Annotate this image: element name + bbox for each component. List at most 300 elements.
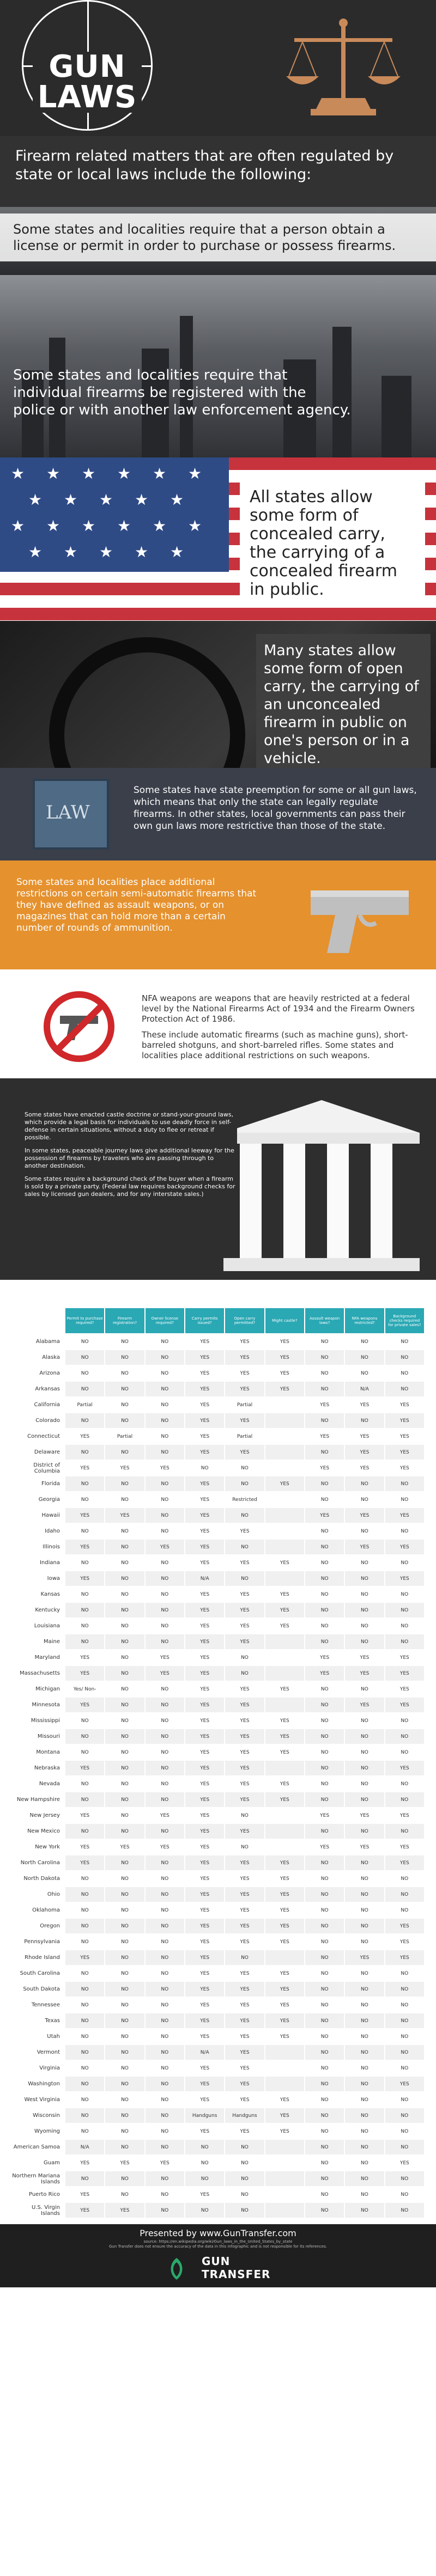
table-cell: YES: [185, 1603, 224, 1617]
state-name: Connecticut: [27, 1433, 60, 1439]
table-cell: NO: [161, 1718, 169, 1724]
table-cell: NO: [241, 1655, 249, 1661]
table-cell: YES: [185, 1919, 224, 1933]
state-name: New Mexico: [27, 1828, 60, 1834]
table-cell: YES: [200, 1560, 210, 1566]
state-name: Oklahoma: [32, 1907, 60, 1913]
open-carry-section: [0, 621, 436, 768]
table-cell: YES: [200, 1528, 210, 1534]
table-cell: NO: [105, 2171, 144, 2186]
state-name: Wyoming: [34, 2128, 60, 2134]
table-cell: NO: [385, 1634, 424, 1649]
table-row: [12, 1761, 424, 1775]
castle-paragraph: Some states have enacted castle doctrine or stand-your-ground laws, which provide a legal basis for individuals to use deadly force in self-defense in certain situations, without a duty to flee or retreat if possible.: [25, 1111, 234, 1141]
state-name: Minnesota: [32, 1702, 60, 1708]
steering-wheel: [49, 637, 245, 768]
table-cell: YES: [160, 1844, 169, 1850]
table-cell: NO: [345, 1571, 384, 1586]
table-cell: YES: [105, 2203, 144, 2218]
table-cell: NO: [105, 1603, 144, 1617]
intro-text: Firearm related matters that are often regulated by state or local laws include the following:: [0, 136, 436, 207]
table-cell: YES: [240, 1749, 250, 1755]
table-cell: YES: [225, 1603, 264, 1617]
state-laws-table-section: [0, 1280, 436, 2224]
table-cell: NO: [305, 2140, 344, 2154]
table-cell: YES: [280, 1560, 289, 1566]
table-cell: NO: [185, 2171, 224, 2186]
table-cell: NO: [121, 1339, 129, 1345]
table-cell: NO: [146, 1382, 184, 1396]
table-cell: NO: [305, 1634, 344, 1649]
law-book-label: LAW: [46, 802, 90, 823]
table-cell: NO: [105, 1919, 144, 1933]
table-cell: YES: [240, 2128, 250, 2134]
table-cell: NO: [320, 2128, 329, 2134]
header: [0, 0, 436, 136]
registration-section: [0, 275, 436, 457]
table-cell: NO: [81, 1623, 89, 1629]
state-name: Puerto Rico: [28, 2192, 60, 2197]
table-row: [12, 1887, 424, 1902]
table-cell: YES: [200, 1655, 210, 1661]
table-cell: YES: [120, 1465, 130, 1471]
table-cell: YES: [160, 1655, 169, 1661]
table-cell: NO: [121, 1939, 129, 1945]
assault-weapons-text: Some states and localities place additional restrictions on certain semi-automatic firearms that they have defined as assault weapons, or on magazines that can hold more than a certain number of rounds of ammunition.: [16, 877, 257, 933]
table-cell: YES: [345, 1666, 384, 1681]
table-cell: YES: [185, 1950, 224, 1965]
table-cell: YES: [345, 1540, 384, 1554]
table-cell: YES: [120, 2160, 130, 2166]
table-cell: NO: [305, 1761, 344, 1775]
nfa-section: [0, 969, 436, 1078]
table-cell: NO: [105, 1887, 144, 1902]
table-cell: NO: [385, 1350, 424, 1365]
table-row: [12, 1792, 424, 1807]
table-cell: YES: [185, 1476, 224, 1491]
table-cell: YES: [360, 1402, 370, 1408]
table-cell: YES: [80, 1655, 90, 1661]
table-cell: NO: [401, 1591, 409, 1597]
table-row: [12, 1429, 424, 1444]
table-cell: NO: [161, 1939, 169, 1945]
table-cell: NO: [305, 1855, 344, 1870]
table-cell: YES: [265, 1729, 304, 1744]
state-name: Alaska: [42, 1354, 60, 1360]
table-cell: NO: [320, 2160, 329, 2166]
column-header: Open carry permitted?: [225, 1308, 264, 1333]
table-row: [12, 1334, 424, 1349]
table-cell: NO: [146, 2203, 184, 2218]
table-cell: YES: [240, 1370, 250, 1376]
table-cell: NO: [361, 1749, 368, 1755]
state-name: Rhode Island: [25, 1955, 60, 1961]
table-cell: YES: [200, 2034, 210, 2040]
table-row: [12, 2203, 424, 2218]
table-cell: NO: [361, 1560, 368, 1566]
table-cell: YES: [385, 2077, 424, 2091]
table-cell: NO: [361, 1623, 368, 1629]
table-row: [12, 1998, 424, 2012]
table-cell: NO: [105, 1855, 144, 1870]
column-header: Might castle?: [265, 1308, 304, 1333]
table-cell: YES: [385, 1855, 424, 1870]
table-cell: NO: [81, 1939, 89, 1945]
table-cell: YES: [65, 1540, 104, 1554]
table-cell: NO: [65, 1729, 104, 1744]
table-cell: NO: [161, 1781, 169, 1787]
table-cell: YES: [265, 2108, 304, 2123]
state-name: North Carolina: [20, 1860, 60, 1866]
table-cell: NO: [121, 1623, 129, 1629]
table-cell: NO: [105, 1729, 144, 1744]
table-cell: NO: [345, 1350, 384, 1365]
table-cell: NO: [401, 1907, 409, 1913]
table-cell: NO: [305, 1982, 344, 1997]
table-cell: Partial: [77, 1402, 93, 1408]
table-cell: YES: [399, 2160, 409, 2166]
table-row: [12, 2029, 424, 2044]
table-cell: YES: [65, 1508, 104, 1523]
table-cell: NO: [65, 2077, 104, 2091]
table-cell: NO: [361, 2097, 368, 2103]
table-cell: YES: [65, 1698, 104, 1712]
table-cell: NO: [121, 2065, 129, 2071]
table-cell: NO: [345, 1982, 384, 1997]
table-cell: YES: [399, 1686, 409, 1692]
table-cell: NO: [305, 1792, 344, 1807]
state-name: Louisiana: [34, 1623, 60, 1629]
table-cell: NO: [305, 1382, 344, 1396]
table-cell: NO: [361, 1370, 368, 1376]
table-cell: YES: [80, 2192, 90, 2197]
table-cell: NO: [65, 2045, 104, 2060]
table-row: [12, 1950, 424, 1965]
table-cell: NO: [345, 1476, 384, 1491]
table-cell: YES: [345, 1698, 384, 1712]
table-cell: NO: [305, 2077, 344, 2091]
state-name: American Samoa: [13, 2144, 60, 2150]
table-row: [12, 1745, 424, 1760]
table-cell: NO: [401, 1623, 409, 1629]
state-name: Washington: [28, 2081, 60, 2087]
table-cell: [265, 1650, 304, 1665]
table-cell: NO: [401, 2034, 409, 2040]
table-cell: NO: [345, 2140, 384, 2154]
table-cell: NO: [146, 2171, 184, 2186]
state-name: Maine: [43, 1639, 60, 1645]
state-name: Utah: [47, 2034, 60, 2040]
state-name: New Hampshire: [16, 1797, 60, 1803]
table-cell: NO: [146, 1855, 184, 1870]
table-row: [12, 1397, 424, 1412]
state-name: Hawaii: [41, 1512, 60, 1518]
table-cell: NO: [320, 1339, 329, 1345]
table-cell: NO: [320, 2065, 329, 2071]
table-cell: NO: [65, 1445, 104, 1460]
table-cell: NO: [65, 2108, 104, 2123]
table-cell: YES: [185, 2013, 224, 2028]
table-cell: YES: [200, 2128, 210, 2134]
table-cell: YES: [280, 2002, 289, 2008]
table-cell: YES: [185, 2077, 224, 2091]
table-row: [12, 1508, 424, 1523]
disclaimer-note: Gun Transfer does not ensure the accuracy of the data in this infographic and is not responsible for its references.: [109, 2244, 327, 2249]
table-cell: YES: [240, 1970, 250, 1976]
table-cell: NO: [345, 2013, 384, 2028]
table-cell: YES: [225, 1350, 264, 1365]
state-name: Mississippi: [31, 1718, 60, 1724]
table-cell: NO: [361, 1528, 368, 1534]
table-cell: NO: [81, 1560, 89, 1566]
table-cell: NO: [65, 1792, 104, 1807]
table-cell: NO: [305, 1445, 344, 1460]
table-cell: YES: [200, 1591, 210, 1597]
table-cell: YES: [185, 1508, 224, 1523]
table-cell: NO: [105, 1540, 144, 1554]
table-cell: [265, 2171, 304, 2186]
table-cell: NO: [320, 2192, 329, 2197]
table-cell: YES: [265, 1792, 304, 1807]
table-cell: YES: [240, 1686, 250, 1692]
state-name: Arkansas: [35, 1386, 60, 1392]
table-cell: NO: [121, 2128, 129, 2134]
permit-text: Some states and localities require that a person obtain a license or permit in order to purchase or possess firearms.: [0, 213, 436, 261]
state-name: Tennessee: [31, 2002, 60, 2008]
table-cell: NO: [320, 1970, 329, 1976]
table-cell: NO: [385, 1982, 424, 1997]
table-cell: NO: [81, 2002, 89, 2008]
table-cell: NO: [105, 2140, 144, 2154]
table-cell: NO: [121, 1812, 129, 1818]
table-cell: NO: [401, 1781, 409, 1787]
table-cell: NO: [345, 1792, 384, 1807]
table-row: [12, 1666, 424, 1681]
table-cell: NO: [401, 1497, 409, 1503]
table-cell: YES: [240, 2097, 250, 2103]
table-row: [12, 1713, 424, 1728]
table-cell: [265, 1761, 304, 1775]
table-cell: NO: [401, 1718, 409, 1724]
table-cell: YES: [200, 2192, 210, 2197]
table-cell: NO: [146, 1445, 184, 1460]
table-cell: YES: [280, 1623, 289, 1629]
table-row: [12, 1840, 424, 1854]
table-cell: YES: [200, 1497, 210, 1503]
table-cell: NO: [320, 1907, 329, 1913]
state-name: Nevada: [39, 1781, 60, 1787]
table-cell: YES: [240, 1528, 250, 1534]
table-cell: YES: [399, 1939, 409, 1945]
table-cell: NO: [161, 2002, 169, 2008]
travel-paragraph: In some states, peaceable journey laws give additional leeway for the possession of firearms by travelers who are passing through to another destination.: [25, 1147, 234, 1169]
table-cell: YES: [320, 1433, 330, 1439]
table-cell: NO: [361, 1339, 368, 1345]
table-cell: YES: [200, 1370, 210, 1376]
table-cell: NO: [241, 2192, 249, 2197]
table-cell: NO: [146, 2140, 184, 2154]
table-cell: YES: [225, 1382, 264, 1396]
table-cell: YES: [225, 1445, 264, 1460]
table-cell: YES: [240, 1718, 250, 1724]
table-row: [12, 1855, 424, 1870]
table-cell: NO: [361, 2065, 368, 2071]
table-cell: YES: [280, 1718, 289, 1724]
table-cell: [265, 1492, 304, 1507]
table-cell: NO: [401, 1370, 409, 1376]
table-cell: YES: [80, 1433, 90, 1439]
table-cell: NO: [225, 2171, 264, 2186]
table-cell: YES: [185, 1698, 224, 1712]
table-cell: YES: [385, 1761, 424, 1775]
table-cell: NO: [105, 1698, 144, 1712]
table-cell: NO: [81, 1528, 89, 1534]
table-cell: NO: [401, 1876, 409, 1882]
table-row: [12, 1982, 424, 1997]
table-row: [12, 1540, 424, 1554]
table-cell: YES: [200, 1970, 210, 1976]
table-cell: [265, 1445, 304, 1460]
table-cell: NO: [105, 1413, 144, 1428]
table-cell: YES: [240, 1591, 250, 1597]
table-cell: NO: [121, 1718, 129, 1724]
state-name: Wisconsin: [33, 2113, 60, 2119]
table-cell: NO: [65, 2171, 104, 2186]
table-cell: YES: [280, 1686, 289, 1692]
table-cell: NO: [385, 1603, 424, 1617]
table-cell: YES: [240, 1781, 250, 1787]
table-cell: NO: [305, 2171, 344, 2186]
table-cell: YES: [65, 1950, 104, 1965]
table-cell: YES: [385, 1540, 424, 1554]
table-cell: NO: [121, 1686, 129, 1692]
table-cell: NO: [105, 1445, 144, 1460]
table-row: [12, 1871, 424, 1886]
column-header: Firearm registration?: [105, 1308, 144, 1333]
table-cell: NO: [146, 1919, 184, 1933]
table-cell: YES: [160, 1465, 169, 1471]
table-cell: NO: [146, 1982, 184, 1997]
table-cell: YES: [320, 1465, 330, 1471]
table-cell: NO: [305, 1476, 344, 1491]
table-cell: NO: [305, 1350, 344, 1365]
table-cell: YES: [65, 2203, 104, 2218]
table-cell: NO: [161, 1591, 169, 1597]
table-cell: YES: [240, 1623, 250, 1629]
table-cell: NO: [105, 1792, 144, 1807]
table-cell: YES: [225, 1919, 264, 1933]
column-header: Carry permits issued?: [185, 1308, 224, 1333]
table-cell: NO: [201, 2160, 209, 2166]
table-cell: NO: [81, 1591, 89, 1597]
table-cell: NO: [401, 1528, 409, 1534]
table-cell: Handguns: [225, 2108, 264, 2123]
table-cell: YES: [225, 1413, 264, 1428]
table-cell: NO: [361, 1907, 368, 1913]
table-cell: YES: [265, 1855, 304, 1870]
table-cell: YES: [385, 1698, 424, 1712]
table-cell: YES: [200, 1749, 210, 1755]
building: [382, 376, 411, 457]
table-header-row: [12, 1308, 424, 1333]
state-name: South Carolina: [20, 1970, 60, 1976]
table-cell: NO: [305, 2108, 344, 2123]
table-cell: NO: [65, 1603, 104, 1617]
table-row: [12, 2140, 424, 2154]
table-cell: YES: [385, 1508, 424, 1523]
table-row: [12, 1476, 424, 1491]
table-cell: NO: [305, 2013, 344, 2028]
table-cell: NO: [385, 2140, 424, 2154]
table-cell: NO: [81, 1339, 89, 1345]
table-cell: YES: [320, 1402, 330, 1408]
table-body: [12, 1334, 424, 2218]
state-name: Northern Mariana Islands: [12, 2172, 60, 2185]
table-cell: NO: [361, 1970, 368, 1976]
table-cell: YES: [265, 1476, 304, 1491]
logo-line-2: TRANSFER: [202, 2268, 271, 2281]
table-cell: NO: [161, 1402, 169, 1408]
table-cell: NO: [305, 1413, 344, 1428]
table-cell: YES: [399, 1402, 409, 1408]
table-cell: NO: [361, 2192, 368, 2197]
state-name: Oregon: [40, 1923, 60, 1929]
table-cell: NO: [320, 1623, 329, 1629]
table-cell: YES: [185, 1792, 224, 1807]
table-cell: NO: [225, 1540, 264, 1554]
table-cell: YES: [385, 1666, 424, 1681]
table-cell: YES: [345, 1950, 384, 1965]
table-row: [12, 1413, 424, 1428]
table-cell: [265, 2045, 304, 2060]
table-cell: YES: [120, 1844, 130, 1850]
table-cell: NO: [305, 1603, 344, 1617]
table-cell: NO: [81, 1781, 89, 1787]
table-cell: NO: [81, 1907, 89, 1913]
table-cell: YES: [200, 1876, 210, 1882]
table-cell: YES: [265, 1982, 304, 1997]
table-cell: NO: [320, 1876, 329, 1882]
table-cell: Partial: [237, 1402, 253, 1408]
table-cell: NO: [121, 1591, 129, 1597]
table-cell: NO: [320, 1528, 329, 1534]
table-cell: NO: [345, 2108, 384, 2123]
table-cell: NO: [385, 1887, 424, 1902]
table-row: [12, 2092, 424, 2107]
table-cell: NO: [401, 2002, 409, 2008]
table-cell: NO: [146, 1698, 184, 1712]
table-cell: NO: [121, 2034, 129, 2040]
table-row: [12, 2108, 424, 2123]
table-cell: Yes/ Non-: [73, 1686, 96, 1692]
table-cell: [265, 1666, 304, 1681]
table-cell: YES: [280, 1781, 289, 1787]
table-row: [12, 2077, 424, 2091]
table-cell: NO: [401, 2128, 409, 2134]
table-cell: NO: [161, 1560, 169, 1566]
table-cell: NO: [146, 1761, 184, 1775]
table-cell: NO: [320, 2034, 329, 2040]
table-cell: NO: [146, 1571, 184, 1586]
state-name: Texas: [45, 2018, 60, 2024]
table-cell: YES: [280, 1591, 289, 1597]
table-cell: YES: [265, 1382, 304, 1396]
nfa-paragraph-2: These include automatic firearms (such as machine guns), short-barreled shotguns, and short-barreled rifles. Some states and localities place additional restrictions on such weapons.: [142, 1030, 408, 1060]
table-row: [12, 2013, 424, 2028]
table-cell: NO: [146, 1887, 184, 1902]
column-header: Assault weapon laws?: [305, 1308, 344, 1333]
table-cell: [265, 2187, 304, 2202]
